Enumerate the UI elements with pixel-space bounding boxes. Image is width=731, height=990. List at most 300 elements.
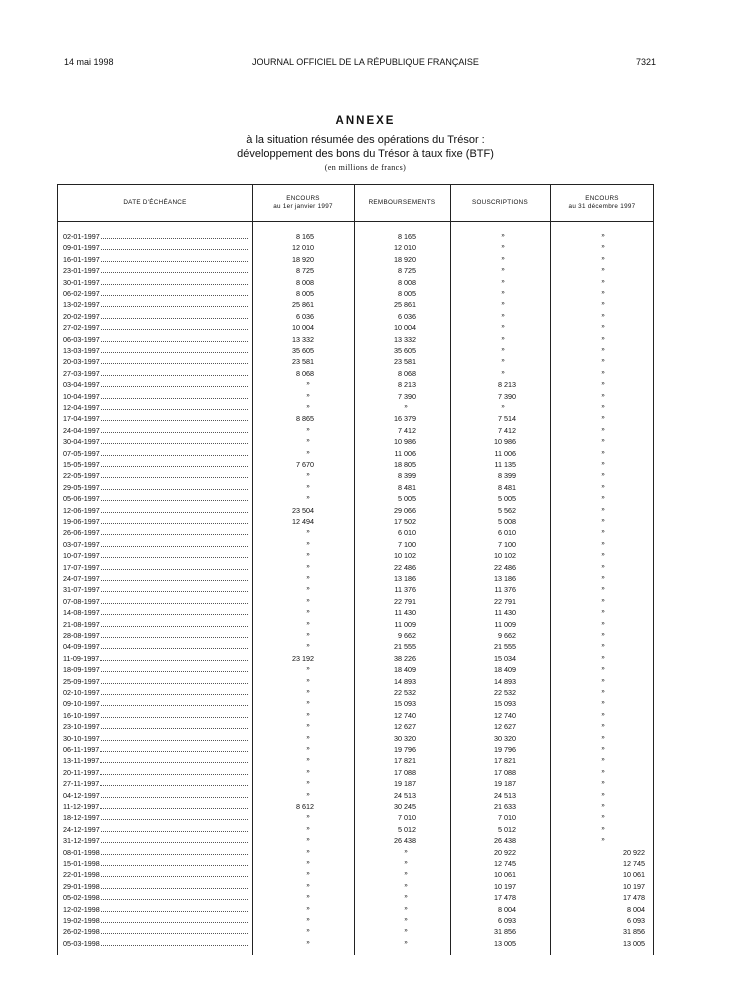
table-row bbox=[58, 459, 653, 470]
cell-date-text: 20-11-1997 bbox=[63, 767, 100, 777]
cell-souscriptions: 22 532 bbox=[494, 688, 516, 697]
cell-souscriptions: 8 004 bbox=[498, 904, 516, 914]
cell-remboursements: 17 088 bbox=[394, 767, 416, 777]
cell-encours-fin: » bbox=[601, 814, 605, 821]
cell-souscriptions: » bbox=[501, 255, 505, 262]
table-row bbox=[58, 744, 653, 755]
leader-dots bbox=[101, 368, 248, 376]
subtitle-line-1: à la situation résumée des opérations du Trésor : bbox=[246, 134, 485, 146]
cell-remboursements: » bbox=[404, 404, 408, 410]
cell-encours-debut: » bbox=[306, 825, 310, 832]
table-row bbox=[58, 721, 653, 732]
cell-encours-debut: » bbox=[306, 780, 310, 787]
header-journal-title: JOURNAL OFFICIEL DE LA RÉPUBLIQUE FRANÇAISE bbox=[252, 57, 479, 67]
cell-date-text: 29-05-1997 bbox=[63, 482, 100, 492]
cell-date-text: 04-09-1997 bbox=[63, 642, 100, 652]
col-header-remboursements bbox=[354, 185, 450, 221]
cell-encours-fin: » bbox=[601, 529, 605, 536]
cell-remboursements: 17 821 bbox=[394, 756, 416, 766]
cell-remboursements: 29 066 bbox=[394, 505, 416, 515]
col-header-encours-fin-sub: au 31 décembre 1997 bbox=[568, 203, 636, 210]
cell-date-text: 14-08-1997 bbox=[63, 608, 100, 618]
cell-souscriptions: » bbox=[501, 369, 505, 376]
cell-encours-fin: » bbox=[601, 404, 605, 410]
cell-encours-debut: 8 865 bbox=[296, 414, 314, 424]
table-row bbox=[58, 436, 653, 447]
cell-encours-debut: 10 004 bbox=[292, 323, 314, 333]
cell-date bbox=[63, 448, 248, 459]
cell-encours-fin: » bbox=[601, 244, 605, 251]
cell-encours-debut: 13 332 bbox=[292, 334, 314, 344]
leader-dots bbox=[101, 710, 248, 718]
cell-encours-fin: » bbox=[601, 449, 605, 456]
cell-date bbox=[63, 482, 248, 493]
cell-remboursements: » bbox=[404, 917, 408, 923]
leader-dots bbox=[101, 812, 248, 820]
cell-encours-fin: » bbox=[601, 255, 605, 262]
cell-date bbox=[63, 687, 248, 698]
leader-dots bbox=[101, 413, 248, 421]
table-row bbox=[58, 698, 653, 709]
cell-encours-fin: 12 745 bbox=[623, 859, 645, 868]
cell-encours-fin: » bbox=[601, 768, 605, 775]
cell-encours-debut: » bbox=[306, 620, 310, 627]
leader-dots bbox=[101, 904, 248, 912]
cell-souscriptions: 12 740 bbox=[494, 710, 516, 720]
cell-encours-debut: » bbox=[306, 575, 310, 581]
cell-souscriptions: 24 513 bbox=[494, 790, 516, 800]
cell-date-text: 24-07-1997 bbox=[63, 574, 100, 583]
cell-encours-fin: » bbox=[601, 825, 605, 832]
table-row bbox=[58, 641, 653, 652]
table-row bbox=[58, 790, 653, 801]
cell-encours-debut: » bbox=[306, 791, 310, 798]
cell-encours-fin: » bbox=[601, 461, 605, 467]
cell-date-text: 07-08-1997 bbox=[63, 596, 100, 606]
cell-encours-debut: 6 036 bbox=[296, 311, 314, 321]
table-row bbox=[58, 847, 653, 858]
cell-encours-debut: » bbox=[306, 700, 310, 707]
table-row bbox=[58, 607, 653, 618]
cell-remboursements: 35 605 bbox=[394, 346, 416, 355]
table-row bbox=[58, 277, 653, 288]
cell-souscriptions: 7 514 bbox=[498, 414, 516, 424]
cell-encours-debut: » bbox=[306, 381, 310, 388]
cell-date bbox=[63, 459, 248, 470]
cell-remboursements: 22 791 bbox=[394, 596, 416, 606]
cell-date bbox=[63, 812, 248, 823]
cell-date bbox=[63, 231, 248, 242]
cell-encours-fin: » bbox=[601, 620, 605, 627]
cell-encours-debut: 23 504 bbox=[292, 505, 314, 515]
cell-encours-debut: » bbox=[306, 860, 310, 866]
cell-date bbox=[63, 824, 248, 835]
cell-souscriptions: 8 481 bbox=[498, 482, 516, 492]
cell-date bbox=[63, 356, 248, 367]
cell-date-text: 02-10-1997 bbox=[63, 688, 100, 697]
cell-date-text: 03-07-1997 bbox=[63, 539, 100, 549]
cell-encours-fin: 17 478 bbox=[623, 893, 645, 903]
leader-dots bbox=[101, 698, 248, 706]
subtitle-line-2: développement des bons du Trésor à taux fixe (BTF) bbox=[237, 148, 494, 160]
cell-encours-fin: » bbox=[601, 837, 605, 844]
table-row bbox=[58, 573, 653, 584]
table-row bbox=[58, 767, 653, 778]
cell-date-text: 12-06-1997 bbox=[63, 505, 100, 515]
leader-dots bbox=[101, 630, 248, 638]
cell-date bbox=[63, 277, 248, 288]
cell-date-text: 04-12-1997 bbox=[63, 790, 100, 800]
leader-dots bbox=[101, 334, 248, 342]
cell-date-text: 10-04-1997 bbox=[63, 391, 100, 401]
cell-encours-fin: » bbox=[601, 643, 605, 650]
cell-souscriptions: 19 187 bbox=[494, 779, 516, 789]
cell-souscriptions: 10 986 bbox=[494, 437, 516, 447]
cell-souscriptions: » bbox=[501, 404, 505, 410]
cell-date-text: 18-09-1997 bbox=[63, 665, 100, 675]
leader-dots bbox=[101, 892, 248, 900]
cell-souscriptions: 10 061 bbox=[494, 870, 516, 880]
cell-remboursements: 11 430 bbox=[394, 608, 416, 618]
leader-dots bbox=[101, 254, 248, 262]
table-row bbox=[58, 664, 653, 675]
cell-encours-debut: 8 068 bbox=[296, 368, 314, 378]
cell-date bbox=[63, 345, 248, 356]
cell-date-text: 22-01-1998 bbox=[63, 870, 100, 880]
cell-encours-debut: 23 192 bbox=[292, 653, 314, 663]
cell-souscriptions: 6 010 bbox=[498, 528, 516, 538]
cell-date bbox=[63, 801, 248, 812]
leader-dots bbox=[101, 847, 248, 855]
cell-date-text: 23-10-1997 bbox=[63, 722, 100, 732]
cell-encours-debut: » bbox=[306, 848, 310, 855]
cell-date bbox=[63, 904, 248, 915]
cell-date bbox=[63, 516, 248, 527]
cell-encours-fin: » bbox=[601, 495, 605, 502]
cell-date bbox=[63, 596, 248, 607]
table-row bbox=[58, 687, 653, 698]
cell-encours-debut: » bbox=[306, 689, 310, 695]
cell-date-text: 24-12-1997 bbox=[63, 824, 100, 834]
cell-date-text: 07-05-1997 bbox=[63, 448, 100, 458]
cell-date bbox=[63, 676, 248, 687]
col-header-encours-fin-label: ENCOURS bbox=[585, 195, 619, 202]
leader-dots bbox=[101, 436, 248, 444]
cell-encours-fin: » bbox=[601, 472, 605, 479]
cell-encours-fin: » bbox=[601, 438, 605, 445]
cell-date bbox=[63, 733, 248, 744]
cell-encours-debut: 8 005 bbox=[296, 289, 314, 298]
table-row bbox=[58, 505, 653, 516]
cell-remboursements: 6 010 bbox=[398, 528, 416, 538]
cell-encours-debut: » bbox=[306, 928, 310, 935]
cell-souscriptions: » bbox=[501, 358, 505, 365]
table-row bbox=[58, 835, 653, 846]
cell-souscriptions: 14 893 bbox=[494, 676, 516, 686]
leader-dots bbox=[101, 596, 248, 604]
cell-encours-debut: » bbox=[306, 632, 310, 638]
col-header-encours-debut-label: ENCOURS bbox=[286, 195, 320, 202]
table-row bbox=[58, 425, 653, 436]
cell-remboursements: 5 012 bbox=[398, 824, 416, 834]
cell-date-text: 03-04-1997 bbox=[63, 380, 100, 390]
cell-souscriptions: 19 796 bbox=[494, 745, 516, 754]
cell-encours-debut: » bbox=[306, 666, 310, 673]
cell-date-text: 13-03-1997 bbox=[63, 346, 100, 355]
cell-date-text: 02-01-1997 bbox=[63, 232, 100, 241]
cell-souscriptions: 10 197 bbox=[494, 881, 516, 891]
cell-date bbox=[63, 790, 248, 801]
leader-dots bbox=[101, 527, 248, 535]
cell-date bbox=[63, 847, 248, 858]
col-header-encours-fin bbox=[550, 185, 654, 221]
cell-souscriptions: » bbox=[501, 244, 505, 251]
leader-dots bbox=[101, 493, 248, 501]
cell-date-text: 20-02-1997 bbox=[63, 311, 100, 321]
cell-remboursements: 10 102 bbox=[394, 551, 416, 561]
cell-encours-debut: » bbox=[306, 894, 310, 901]
table-row bbox=[58, 858, 653, 869]
cell-date-text: 06-02-1997 bbox=[63, 289, 100, 298]
cell-encours-debut: 12 494 bbox=[292, 517, 314, 526]
cell-souscriptions: 7 010 bbox=[498, 813, 516, 823]
leader-dots bbox=[101, 721, 248, 729]
cell-date bbox=[63, 755, 248, 766]
leader-dots bbox=[101, 562, 248, 570]
cell-date bbox=[63, 402, 248, 413]
cell-date bbox=[63, 698, 248, 709]
cell-date bbox=[63, 653, 248, 664]
leader-dots bbox=[101, 869, 248, 877]
cell-remboursements: 19 796 bbox=[394, 745, 416, 754]
cell-date-text: 09-01-1997 bbox=[63, 243, 100, 253]
cell-remboursements: 9 662 bbox=[398, 631, 416, 640]
cell-encours-fin: » bbox=[601, 233, 605, 239]
cell-date-text: 27-03-1997 bbox=[63, 368, 100, 378]
cell-date bbox=[63, 334, 248, 345]
cell-encours-debut: » bbox=[306, 723, 310, 730]
cell-encours-debut: » bbox=[306, 586, 310, 593]
cell-remboursements: 8 008 bbox=[398, 277, 416, 287]
cell-encours-debut: » bbox=[306, 746, 310, 752]
leader-dots bbox=[101, 322, 248, 330]
cell-encours-fin: » bbox=[601, 563, 605, 570]
cell-encours-fin: » bbox=[601, 267, 605, 274]
cell-encours-fin: » bbox=[601, 552, 605, 559]
col-header-date-label: DATE D'ÉCHÉANCE bbox=[123, 199, 187, 206]
cell-encours-fin: » bbox=[601, 301, 605, 308]
leader-dots bbox=[101, 482, 248, 490]
cell-souscriptions: 12 627 bbox=[494, 722, 516, 732]
table-row bbox=[58, 527, 653, 538]
table-row bbox=[58, 710, 653, 721]
leader-dots bbox=[101, 790, 248, 798]
cell-date-text: 28-08-1997 bbox=[63, 631, 100, 640]
cell-encours-fin: » bbox=[601, 780, 605, 787]
cell-date-text: 05-02-1998 bbox=[63, 893, 100, 903]
cell-remboursements: 10 004 bbox=[394, 323, 416, 333]
leader-dots bbox=[101, 550, 248, 558]
cell-encours-fin: » bbox=[601, 312, 605, 319]
cell-remboursements: 8 213 bbox=[398, 380, 416, 390]
cell-remboursements: 30 320 bbox=[394, 733, 416, 743]
cell-remboursements: 6 036 bbox=[398, 311, 416, 321]
cell-remboursements: 5 005 bbox=[398, 494, 416, 504]
cell-souscriptions: » bbox=[501, 278, 505, 285]
cell-remboursements: 17 502 bbox=[394, 517, 416, 526]
cell-date bbox=[63, 892, 248, 903]
cell-date bbox=[63, 778, 248, 789]
cell-encours-debut: » bbox=[306, 495, 310, 502]
cell-encours-fin: » bbox=[601, 803, 605, 809]
cell-date bbox=[63, 881, 248, 892]
cell-souscriptions: 8 213 bbox=[498, 380, 516, 390]
cell-encours-fin: » bbox=[601, 483, 605, 490]
cell-date-text: 08-01-1998 bbox=[63, 847, 100, 857]
cell-date bbox=[63, 470, 248, 481]
cell-remboursements: 18 805 bbox=[394, 460, 416, 469]
table-row bbox=[58, 801, 653, 812]
table-row bbox=[58, 379, 653, 390]
table-row bbox=[58, 368, 653, 379]
table-row bbox=[58, 653, 653, 664]
cell-encours-fin: » bbox=[601, 677, 605, 684]
cell-encours-fin: » bbox=[601, 700, 605, 707]
cell-date bbox=[63, 368, 248, 379]
cell-date bbox=[63, 379, 248, 390]
cell-remboursements: 8 005 bbox=[398, 289, 416, 298]
table-row bbox=[58, 812, 653, 823]
cell-remboursements: 16 379 bbox=[394, 414, 416, 424]
cell-remboursements: 8 068 bbox=[398, 368, 416, 378]
cell-encours-fin: 31 856 bbox=[623, 927, 645, 937]
table-row bbox=[58, 915, 653, 926]
cell-souscriptions: 26 438 bbox=[494, 836, 516, 846]
cell-remboursements: » bbox=[404, 894, 408, 901]
cell-date-text: 21-08-1997 bbox=[63, 619, 100, 629]
cell-date bbox=[63, 744, 248, 755]
cell-encours-fin: » bbox=[601, 689, 605, 695]
cell-encours-fin: 10 061 bbox=[623, 870, 645, 880]
cell-souscriptions: 9 662 bbox=[498, 631, 516, 640]
header-page-number: 7321 bbox=[635, 57, 656, 67]
table-row bbox=[58, 778, 653, 789]
cell-souscriptions: 7 390 bbox=[498, 391, 516, 401]
cell-encours-fin: » bbox=[601, 575, 605, 581]
cell-remboursements: » bbox=[404, 860, 408, 866]
cell-encours-debut: » bbox=[306, 768, 310, 775]
leader-dots bbox=[101, 277, 248, 285]
cell-encours-debut: » bbox=[306, 404, 310, 410]
cell-encours-fin: » bbox=[601, 426, 605, 433]
cell-date-text: 06-03-1997 bbox=[63, 334, 100, 344]
cell-souscriptions: » bbox=[501, 267, 505, 274]
cell-encours-fin: » bbox=[601, 711, 605, 718]
table-row bbox=[58, 550, 653, 561]
cell-remboursements: 8 725 bbox=[398, 266, 416, 276]
cell-date-text: 22-05-1997 bbox=[63, 471, 100, 481]
leader-dots bbox=[101, 881, 248, 889]
cell-remboursements: » bbox=[404, 882, 408, 889]
table-row bbox=[58, 892, 653, 903]
cell-remboursements: 24 513 bbox=[394, 790, 416, 800]
cell-remboursements: 12 627 bbox=[394, 722, 416, 732]
leader-dots bbox=[101, 311, 248, 319]
cell-encours-debut: » bbox=[306, 677, 310, 684]
cell-encours-debut: 8 165 bbox=[296, 232, 314, 241]
cell-encours-debut: » bbox=[306, 757, 310, 764]
leader-dots bbox=[101, 516, 248, 524]
cell-date bbox=[63, 299, 248, 310]
cell-souscriptions: 5 005 bbox=[498, 494, 516, 504]
cell-encours-debut: » bbox=[306, 426, 310, 433]
cell-date bbox=[63, 915, 248, 926]
cell-date bbox=[63, 584, 248, 595]
table-row bbox=[58, 402, 653, 413]
cell-date-text: 15-05-1997 bbox=[63, 460, 100, 469]
cell-date bbox=[63, 641, 248, 652]
cell-date-text: 23-01-1997 bbox=[63, 266, 100, 276]
table-row bbox=[58, 824, 653, 835]
cell-remboursements: 8 165 bbox=[398, 232, 416, 241]
cell-date-text: 11-09-1997 bbox=[63, 653, 100, 663]
cell-souscriptions: 22 486 bbox=[494, 562, 516, 572]
table-row bbox=[58, 539, 653, 550]
cell-encours-fin: » bbox=[601, 358, 605, 365]
cell-encours-fin: 10 197 bbox=[623, 881, 645, 891]
leader-dots bbox=[101, 402, 248, 410]
cell-souscriptions: » bbox=[501, 233, 505, 239]
cell-encours-fin: » bbox=[601, 324, 605, 331]
cell-souscriptions: 15 034 bbox=[494, 653, 516, 663]
cell-souscriptions: 7 100 bbox=[498, 539, 516, 549]
cell-souscriptions: 11 006 bbox=[494, 448, 516, 458]
cell-remboursements: 7 390 bbox=[398, 391, 416, 401]
cell-souscriptions: » bbox=[501, 347, 505, 353]
cell-date bbox=[63, 721, 248, 732]
leader-dots bbox=[101, 539, 248, 547]
cell-encours-debut: » bbox=[306, 734, 310, 741]
table-row bbox=[58, 322, 653, 333]
cell-remboursements: 13 332 bbox=[394, 334, 416, 344]
cell-date-text: 26-06-1997 bbox=[63, 528, 100, 538]
cell-encours-debut: » bbox=[306, 552, 310, 559]
cell-souscriptions: » bbox=[501, 335, 505, 342]
cell-encours-debut: » bbox=[306, 540, 310, 547]
cell-date-text: 16-01-1997 bbox=[63, 254, 100, 264]
cell-date bbox=[63, 493, 248, 504]
cell-date bbox=[63, 858, 248, 869]
cell-souscriptions: 11 135 bbox=[494, 460, 516, 469]
cell-date-text: 19-06-1997 bbox=[63, 517, 100, 526]
table-row bbox=[58, 733, 653, 744]
cell-encours-debut: 8 725 bbox=[296, 266, 314, 276]
cell-date-text: 30-10-1997 bbox=[63, 733, 100, 743]
cell-remboursements: 11 376 bbox=[394, 585, 416, 595]
cell-date-text: 30-04-1997 bbox=[63, 437, 100, 447]
cell-encours-fin: » bbox=[601, 335, 605, 342]
table-row bbox=[58, 413, 653, 424]
cell-date bbox=[63, 550, 248, 561]
cell-date bbox=[63, 869, 248, 880]
annexe-title: ANNEXE bbox=[335, 115, 396, 127]
cell-date-text: 31-07-1997 bbox=[63, 585, 100, 595]
header-divider bbox=[58, 221, 653, 222]
cell-encours-debut: 12 010 bbox=[292, 243, 314, 253]
cell-date-text: 13-11-1997 bbox=[63, 756, 100, 766]
cell-remboursements: 7 412 bbox=[398, 425, 416, 435]
cell-remboursements: 12 010 bbox=[394, 243, 416, 253]
